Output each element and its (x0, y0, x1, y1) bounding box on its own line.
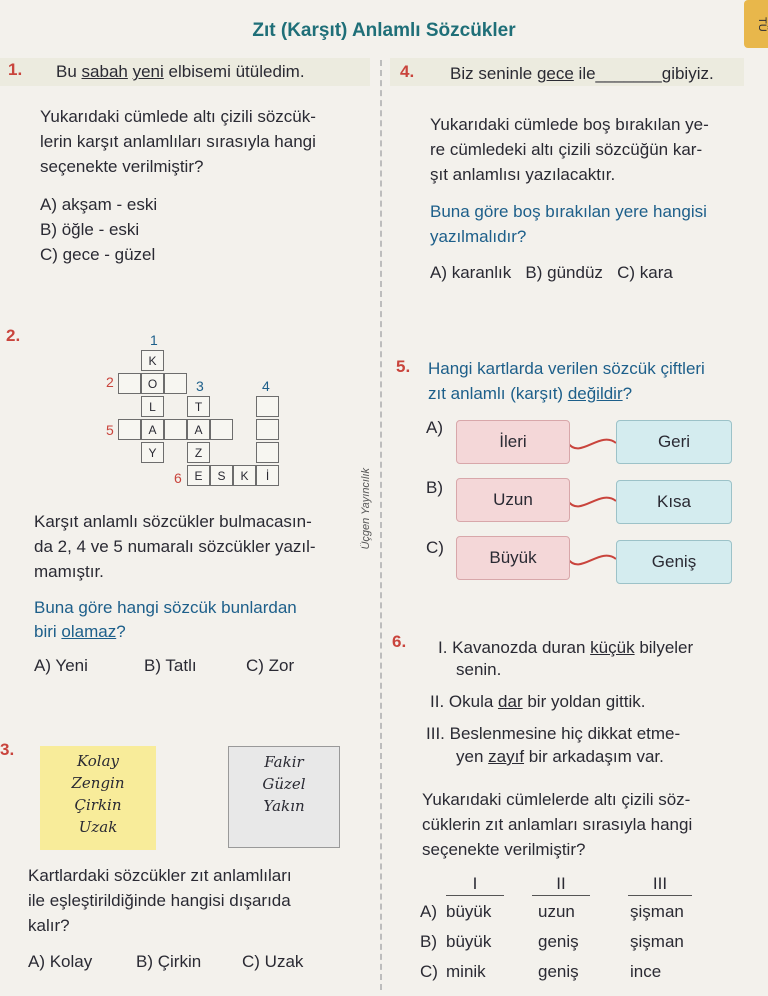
q1-stem-pre: Bu (56, 62, 82, 81)
connector-b (568, 498, 616, 507)
q2-option-b[interactable]: B) Tatlı (144, 656, 197, 675)
q6-sentence-1 (438, 636, 693, 659)
q1-stem (56, 60, 305, 83)
cell-t[interactable]: T (187, 396, 210, 417)
cell-k[interactable]: K (141, 350, 164, 371)
q3-option-b[interactable]: B) Çirkin (136, 952, 202, 971)
q1-stem-underlined-1: sabah (81, 62, 128, 81)
q6-s1-post: bilyeler (634, 638, 694, 657)
cell-a[interactable]: A (141, 419, 164, 440)
q6-s3-pre: yen (456, 747, 489, 766)
q4-stem-end: gibiyiz. (661, 64, 714, 83)
q4-ask-line-2: yazılmalıdır? (430, 227, 527, 246)
cell-y[interactable]: Y (141, 442, 164, 463)
clue-number-2: 2 (106, 374, 114, 390)
q6-line-3: seçenekte verilmiştir? (422, 840, 586, 859)
q6-option-c-col1: minik (446, 962, 486, 981)
q6-option-b-col1: büyük (446, 932, 492, 951)
q3-option-c[interactable]: C) Uzak (242, 952, 304, 971)
q6-sentence-3-line-2 (456, 745, 664, 768)
cell-5-3[interactable] (164, 419, 187, 440)
cell-i[interactable]: İ (256, 465, 279, 486)
q4-line-1: Yukarıdaki cümlede boş bırakılan ye- (430, 115, 709, 134)
q4-stem-pre: Biz seninle (450, 64, 537, 83)
q1-stem-post: elbisemi ütüledim. (163, 62, 305, 81)
q6-option-b-col2: geniş (538, 932, 579, 951)
q6-s1-pre: I. Kavanozda duran (438, 638, 591, 657)
q4-blank: _______ (595, 64, 662, 83)
q6-s2-underlined: dar (498, 692, 523, 711)
q1-line-2: lerin karşıt anlamlıları sırasıyla hangi (40, 132, 316, 151)
column-divider (380, 60, 382, 990)
clue-number-5: 5 (106, 422, 114, 438)
q4-number: 4. (400, 62, 415, 81)
q2-ask-line-2 (34, 620, 126, 643)
q1-option-c[interactable]: C) gece - güzel (40, 245, 156, 264)
q2-ask-post: ? (116, 622, 126, 641)
q3-option-a[interactable]: A) Kolay (28, 952, 93, 971)
q5-option-c-right-card[interactable]: Geniş (616, 540, 732, 584)
q6-line-2: cüklerin zıt anlamları sırasıyla hangi (422, 815, 693, 834)
q5-option-a-left-card[interactable]: İleri (456, 420, 570, 464)
connector-a (568, 440, 616, 449)
cell-k2[interactable]: K (233, 465, 256, 486)
q4-options[interactable]: A) karanlık B) gündüz C) kara (430, 263, 673, 282)
grey-card-word-1: Fakir (264, 753, 304, 771)
q2-ask-underlined: olamaz (61, 622, 117, 641)
q1-number: 1. (8, 60, 23, 79)
q6-option-a-col1: büyük (446, 902, 492, 921)
clue-number-1: 1 (150, 332, 158, 348)
cell-e[interactable]: E (187, 465, 210, 486)
q2-line-1: Karşıt anlamlı sözcükler bulmacasın- (34, 512, 312, 531)
q1-option-b[interactable]: B) öğle - eski (40, 220, 140, 239)
q6-option-b-col3: şişman (630, 932, 684, 951)
cell-a2[interactable]: A (187, 419, 210, 440)
q6-option-a-col2: uzun (538, 902, 575, 921)
q3-line-3: kalır? (28, 916, 70, 935)
q5-option-a-right-card[interactable]: Geri (616, 420, 732, 464)
q6-s1-underlined: küçük (590, 638, 635, 657)
grey-word-card (228, 746, 340, 848)
q2-line-3: mamıştır. (34, 562, 104, 581)
q3-line-1: Kartlardaki sözcükler zıt anlamlıları (28, 866, 292, 885)
q2-ask-pre: biri (34, 622, 62, 641)
q4-line-2: re cümledeki altı çizili sözcüğün kar- (430, 140, 703, 159)
q6-line-1: Yukarıdaki cümlelerde altı çizili söz- (422, 790, 691, 809)
grey-card-word-2: Güzel (262, 775, 306, 793)
q6-option-a-col3: şişman (630, 902, 684, 921)
q2-line-2: da 2, 4 ve 5 numaralı sözcükler yazıl- (34, 537, 316, 556)
page-title: Zıt (Karşıt) Anlamlı Sözcükler (252, 20, 516, 41)
cell-4-2[interactable] (256, 419, 279, 440)
q3-line-2: ile eşleştirildiğinde hangisi dışarıda (28, 891, 291, 910)
q4-stem-underlined: gece (536, 64, 574, 83)
cell-2-1[interactable] (118, 373, 141, 394)
q1-line-3: seçenekte verilmiştir? (40, 157, 204, 176)
cell-5-5[interactable] (210, 419, 233, 440)
yellow-card-word-2: Zengin (71, 774, 125, 792)
q6-option-c-label: C) (420, 962, 438, 981)
q6-column-header-2: II (532, 872, 590, 896)
publisher-label: Üçgen Yayıncılık (360, 468, 372, 550)
yellow-card-word-3: Çirkin (74, 796, 122, 814)
q5-option-c-label: C) (426, 538, 444, 557)
q5-option-c-left-card[interactable]: Büyük (456, 536, 570, 580)
q5-stem-line-1: Hangi kartlarda verilen sözcük çiftleri (428, 359, 705, 378)
q6-option-c-col2: geniş (538, 962, 579, 981)
q4-stem-post: ile (573, 64, 596, 83)
yellow-card-word-4: Uzak (78, 818, 118, 836)
q1-option-a[interactable]: A) akşam - eski (40, 195, 158, 214)
q5-stem-line-2 (428, 382, 632, 405)
q4-ask-line-1: Buna göre boş bırakılan yere hangisi (430, 202, 707, 221)
tab-marker: TÜ (744, 0, 768, 48)
q6-option-b-label: B) (420, 932, 437, 951)
cell-4-1[interactable] (256, 396, 279, 417)
cell-5-1[interactable] (118, 419, 141, 440)
q6-sentence-3-line-1: III. Beslenmesine hiç dikkat etme- (426, 724, 681, 743)
q6-s2-pre: II. Okula (430, 692, 499, 711)
q1-stem-underlined-2: yeni (132, 62, 164, 81)
q5-option-b-right-card[interactable]: Kısa (616, 480, 732, 524)
q6-s3-post: bir arkadaşım var. (524, 747, 664, 766)
q5-stem-post: ? (622, 384, 633, 403)
q4-stem (450, 62, 714, 85)
connector-c (568, 556, 616, 565)
q5-number: 5. (396, 357, 411, 376)
q6-sentence-1-line-2: senin. (456, 660, 502, 679)
q6-option-c-col3: ince (630, 962, 662, 981)
q6-s2-post: bir yoldan gittik. (522, 692, 646, 711)
q1-line-1: Yukarıdaki cümlede altı çizili sözcük- (40, 107, 316, 126)
q5-option-b-left-card[interactable]: Uzun (456, 478, 570, 522)
q5-option-b-label: B) (426, 478, 443, 497)
q6-column-header-3: III (628, 872, 692, 896)
cell-4-3[interactable] (256, 442, 279, 463)
q4-line-3: şıt anlamlısı yazılacaktır. (430, 165, 616, 184)
q6-number: 6. (392, 632, 407, 651)
cell-l[interactable]: L (141, 396, 164, 417)
q3-number: 3. (0, 740, 15, 759)
q6-column-header-1: I (446, 872, 504, 896)
q6-sentence-2 (430, 690, 645, 713)
q6-s3-underlined: zayıf (488, 747, 525, 766)
q5-option-a-label: A) (426, 418, 443, 437)
q6-option-a-label: A) (420, 902, 437, 921)
clue-number-4: 4 (262, 378, 270, 394)
q2-option-a[interactable]: A) Yeni (34, 656, 88, 675)
q2-number: 2. (6, 326, 21, 345)
q5-stem-underlined: değildir (567, 384, 623, 403)
yellow-word-card (40, 746, 156, 850)
q2-ask-line-1: Buna göre hangi sözcük bunlardan (34, 598, 297, 617)
cell-o[interactable]: O (141, 373, 164, 394)
clue-number-6: 6 (174, 470, 182, 486)
q5-stem-pre: zıt anlamlı (karşıt) (428, 384, 568, 403)
yellow-card-word-1: Kolay (76, 752, 120, 770)
cell-z[interactable]: Z (187, 442, 210, 463)
grey-card-word-3: Yakın (263, 797, 305, 815)
cell-2-3[interactable] (164, 373, 187, 394)
clue-number-3: 3 (196, 378, 204, 394)
q2-option-c[interactable]: C) Zor (246, 656, 295, 675)
cell-s[interactable]: S (210, 465, 233, 486)
